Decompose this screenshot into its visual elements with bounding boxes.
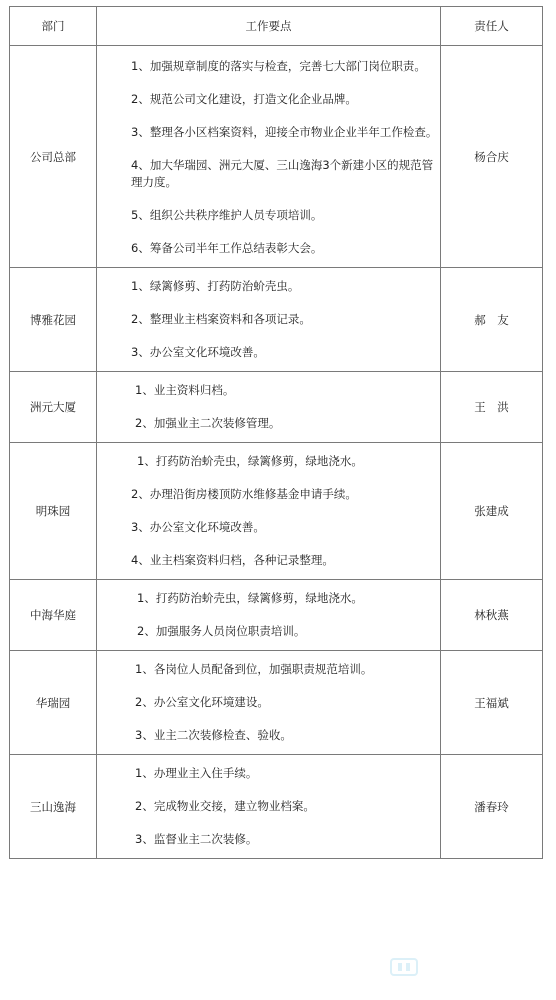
table-row [10, 651, 543, 755]
work-points-cell [97, 651, 441, 755]
header-row [10, 7, 543, 46]
work-points-cell [97, 372, 441, 443]
header-dept: 部门 [10, 7, 97, 46]
work-points-cell [97, 46, 441, 268]
work-point: 2、加强业主二次装修管理。 [135, 416, 281, 430]
work-point: 2、办理沿街房楼顶防水维修基金申请手续。 [131, 487, 357, 501]
work-point: 2、完成物业交接，建立物业档案。 [135, 799, 315, 813]
table-row [10, 580, 543, 651]
owner-cell: 王福斌 [441, 651, 543, 755]
dept-cell: 公司总部 [10, 46, 97, 268]
work-point: 1、加强规章制度的落实与检查，完善七大部门岗位职责。 [131, 59, 426, 73]
work-point: 3、整理各小区档案资料，迎接全市物业企业半年工作检查。 [131, 125, 438, 139]
dept-cell: 中海华庭 [10, 580, 97, 651]
dept-cell: 三山逸海 [10, 755, 97, 859]
work-point: 1、打药防治蚧壳虫，绿篱修剪，绿地浇水。 [137, 454, 363, 468]
work-point: 2、办公室文化环境建设。 [135, 695, 269, 709]
work-point: 2、加强服务人员岗位职责培训。 [137, 624, 306, 638]
work-point: 3、监督业主二次装修。 [135, 832, 258, 846]
work-point: 1、各岗位人员配备到位，加强职责规范培训。 [135, 662, 373, 676]
work-point: 1、打药防治蚧壳虫，绿篱修剪，绿地浇水。 [137, 591, 363, 605]
work-point: 6、筹备公司半年工作总结表彰大会。 [131, 241, 323, 255]
work-point: 2、规范公司文化建设，打造文化企业品牌。 [131, 92, 357, 106]
work-points-cell [97, 443, 441, 580]
work-point: 2、整理业主档案资料和各项记录。 [131, 312, 311, 326]
table-row [10, 46, 543, 268]
dept-cell: 洲元大厦 [10, 372, 97, 443]
work-point: 3、办公室文化环境改善。 [131, 345, 265, 359]
owner-cell: 杨合庆 [441, 46, 543, 268]
dept-cell: 博雅花园 [10, 268, 97, 372]
work-point: 1、办理业主入住手续。 [135, 766, 258, 780]
owner-cell: 王 洪 [441, 372, 543, 443]
work-point: 1、绿篱修剪、打药防治蚧壳虫。 [131, 279, 300, 293]
work-point: 4、加大华瑞园、洲元大厦、三山逸海3个新建小区的规范管理力度。 [131, 158, 434, 189]
watermark-logo [388, 956, 420, 978]
work-points-cell [97, 580, 441, 651]
owner-cell: 郝 友 [441, 268, 543, 372]
work-plan-table [9, 6, 543, 859]
owner-cell: 潘春玲 [441, 755, 543, 859]
dept-cell: 华瑞园 [10, 651, 97, 755]
table-row [10, 443, 543, 580]
work-point: 3、办公室文化环境改善。 [131, 520, 265, 534]
work-point: 3、业主二次装修检查、验收。 [135, 728, 292, 742]
work-points-cell [97, 268, 441, 372]
work-point: 4、业主档案资料归档，各种记录整理。 [131, 553, 334, 567]
header-points: 工作要点 [97, 7, 441, 46]
work-point: 1、业主资料归档。 [135, 383, 235, 397]
header-owner: 责任人 [441, 7, 543, 46]
table-row [10, 268, 543, 372]
owner-cell: 林秋燕 [441, 580, 543, 651]
work-points-cell [97, 755, 441, 859]
owner-cell: 张建成 [441, 443, 543, 580]
table-row [10, 755, 543, 859]
table-row [10, 372, 543, 443]
dept-cell: 明珠园 [10, 443, 97, 580]
work-point: 5、组织公共秩序维护人员专项培训。 [131, 208, 323, 222]
